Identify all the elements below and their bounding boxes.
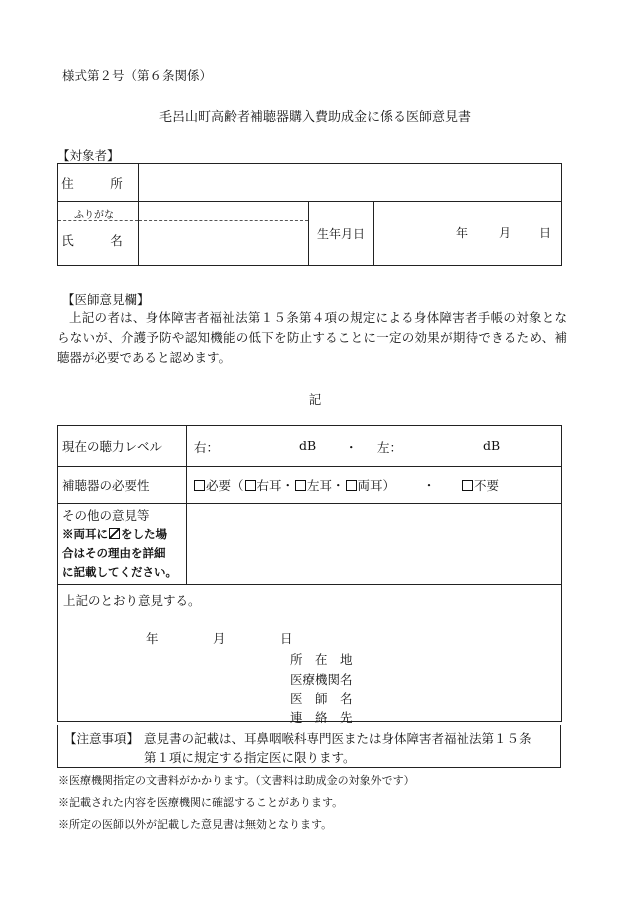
document-title: 毛呂山町高齢者補聴器購入費助成金に係る医師意見書 xyxy=(158,110,471,125)
both-ears-option: 両耳） xyxy=(357,478,396,493)
other-note: に記載してください。 xyxy=(62,565,177,579)
footnote-2: ※記載された内容を医療機関に確認することがあります。 xyxy=(58,796,344,809)
location-label: 所 在 地 xyxy=(290,652,353,667)
need-options xyxy=(187,467,562,504)
footnote-3: ※所定の医師以外が記載した意見書は無効となります。 xyxy=(58,818,333,831)
name-field[interactable] xyxy=(139,202,309,266)
contact-label: 連 絡 先 xyxy=(290,710,353,725)
notice-box xyxy=(57,725,561,768)
notice-line-2: 第１項に規定する指定医に限ります。 xyxy=(144,750,356,765)
address-label: 住 所 xyxy=(58,164,139,202)
institution-label: 医療機関名 xyxy=(290,672,353,687)
other-label-cell xyxy=(58,504,187,585)
subject-heading: 【対象者】 xyxy=(57,148,120,163)
not-needed-checkbox[interactable] xyxy=(462,480,473,491)
dob-month: 月 xyxy=(499,226,512,240)
left-ear-checkbox[interactable] xyxy=(295,480,306,491)
sign-day: 日 xyxy=(280,631,293,646)
dob-field[interactable] xyxy=(374,202,562,266)
opinion-table xyxy=(57,425,562,725)
both-ears-checkbox[interactable] xyxy=(346,480,357,491)
dob-day: 日 xyxy=(539,226,552,240)
sign-month: 月 xyxy=(213,631,226,646)
checked-box-icon xyxy=(109,528,120,539)
address-field[interactable] xyxy=(139,164,562,202)
subject-table xyxy=(57,163,562,266)
right-ear-checkbox[interactable] xyxy=(245,480,256,491)
name-label: 氏 名 xyxy=(61,233,135,248)
right-ear-option: 右耳・ xyxy=(256,478,295,493)
furigana-divider xyxy=(139,220,308,221)
need-label: 補聴器の必要性 xyxy=(58,467,187,504)
need-required-checkbox[interactable] xyxy=(194,480,205,491)
separator-dot: ・ xyxy=(345,440,358,455)
right-db-unit: dB xyxy=(299,438,317,453)
notice-line-1: 意見書の記載は、耳鼻咽喉科専門医または身体障害者福祉法第１５条 xyxy=(144,731,532,746)
furigana-label: ふりがな xyxy=(74,210,114,221)
notice-heading: 【注意事項】 xyxy=(64,731,140,746)
sign-year: 年 xyxy=(146,631,159,646)
other-note: 合はその理由を詳細 xyxy=(62,546,166,560)
hearing-field[interactable] xyxy=(187,426,562,467)
statement: 上記のとおり意見する。 xyxy=(63,593,201,608)
right-ear-label: 右： xyxy=(194,440,220,455)
opinion-heading: 【医師意見欄】 xyxy=(62,292,150,307)
hearing-label: 現在の聴力レベル xyxy=(58,426,187,467)
furigana-divider xyxy=(58,220,138,221)
not-needed-label: 不要 xyxy=(474,478,500,493)
dob-label: 生年月日 xyxy=(309,202,374,266)
dob-year: 年 xyxy=(456,226,469,240)
need-required-label: 必要（ xyxy=(206,478,244,493)
separator-dot: ・ xyxy=(422,478,436,493)
doctor-name-label: 医 師 名 xyxy=(290,691,353,706)
ki-label: 記 xyxy=(308,392,322,407)
form-number: 様式第２号（第６条関係） xyxy=(62,68,213,83)
left-db-unit: dB xyxy=(483,438,501,453)
opinion-body xyxy=(57,308,567,368)
opinion-text: 上記の者は、身体障害者福祉法第１５条第４項の規定による身体障害者手帳の対象とならないが、介護予防や認知機能の低下を防止することに一定の効果が期待できるため、補聴器が必要であると認めます。 xyxy=(57,310,567,365)
name-label-cell xyxy=(58,202,139,266)
footnote-1: ※医療機関指定の文書料がかかります。（文書料は助成金の対象外です） xyxy=(58,774,415,787)
other-label: その他の意見等 xyxy=(62,508,150,523)
statement-cell xyxy=(58,585,562,725)
left-ear-label: 左： xyxy=(377,440,403,455)
left-ear-option: 左耳・ xyxy=(307,478,345,493)
other-field[interactable] xyxy=(187,504,562,585)
other-note: ※両耳に をした場 xyxy=(62,527,167,541)
